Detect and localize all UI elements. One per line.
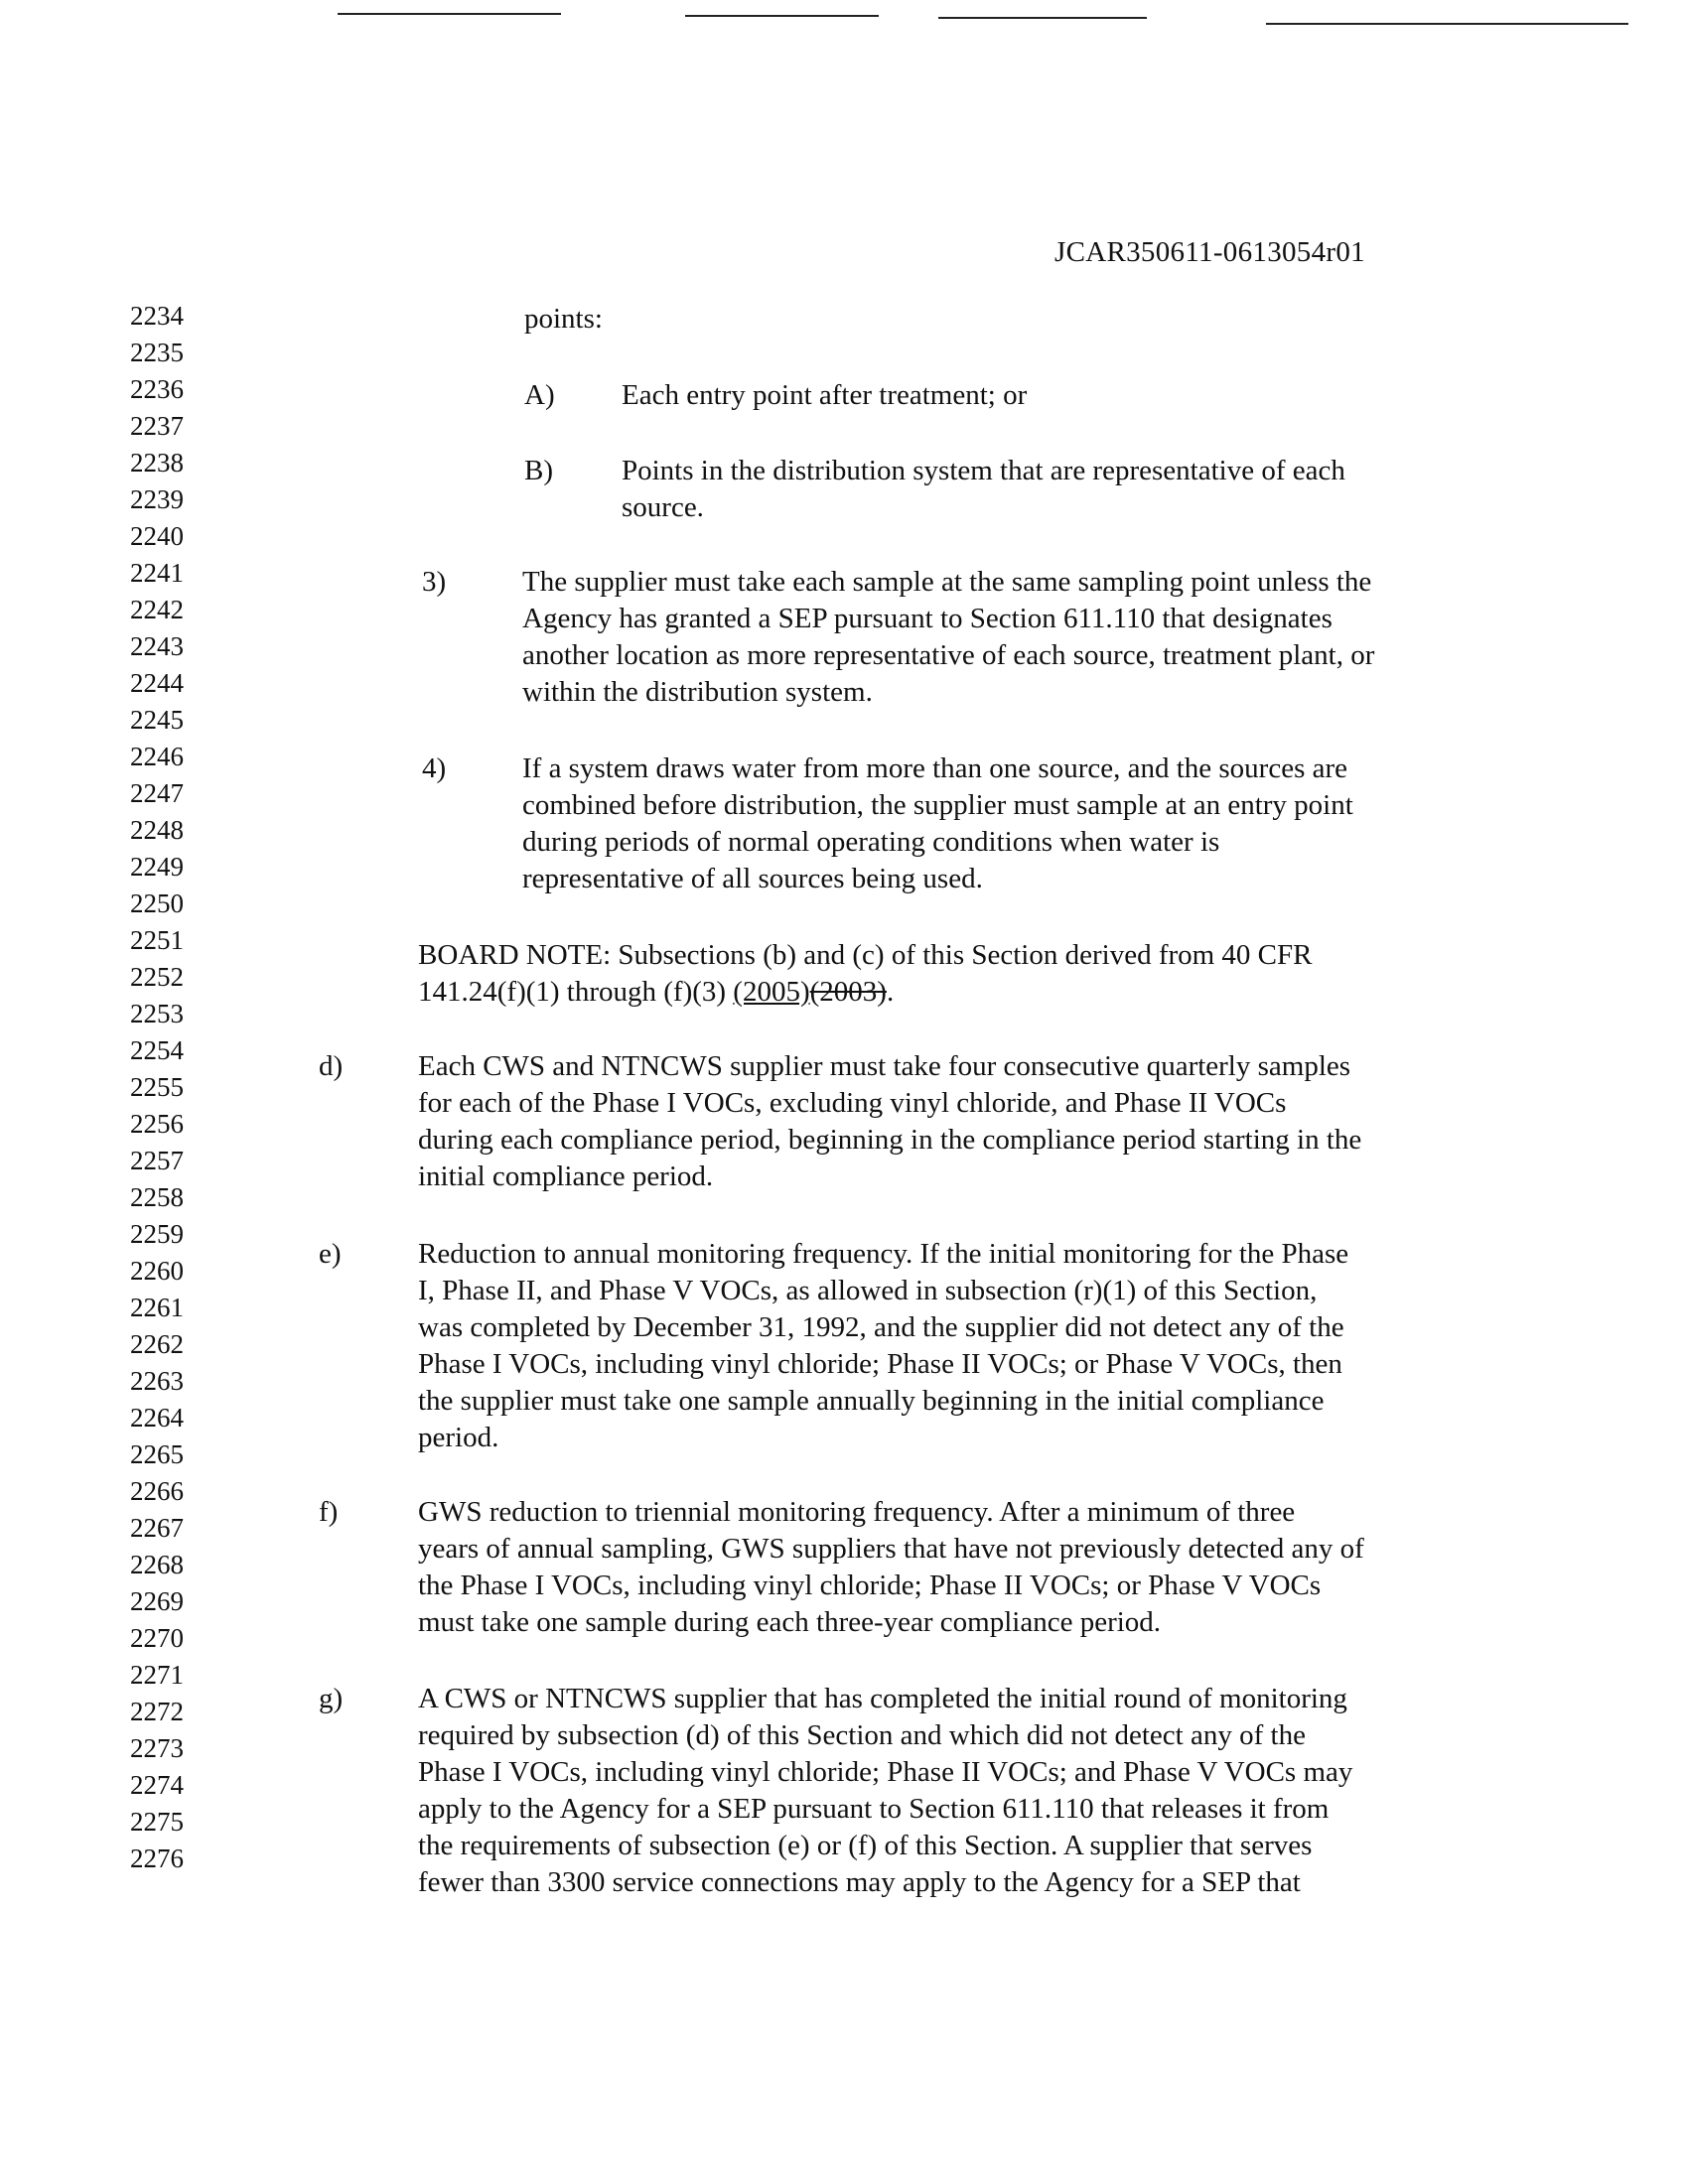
scan-line xyxy=(338,13,561,15)
line-number: 2260 xyxy=(130,1256,184,1286)
line-number: 2239 xyxy=(130,484,184,514)
document-id: JCAR350611-0613054r01 xyxy=(1054,236,1365,268)
body-text-line: Each entry point after treatment; or xyxy=(622,379,1028,411)
scan-line xyxy=(938,17,1147,19)
line-number: 2235 xyxy=(130,338,184,367)
body-text-line: the supplier must take one sample annually beginning in the initial compliance xyxy=(418,1385,1325,1417)
line-number: 2274 xyxy=(130,1770,184,1800)
line-number: 2272 xyxy=(130,1697,184,1726)
line-number: 2258 xyxy=(130,1182,184,1212)
citation-text: 141.24(f)(1) through (f)(3) xyxy=(418,976,734,1008)
body-text-line: If a system draws water from more than one source, and the sources are xyxy=(522,752,1348,784)
line-number: 2250 xyxy=(130,888,184,918)
body-text-line: years of annual sampling, GWS suppliers that have not previously detected any of xyxy=(418,1533,1364,1565)
line-number: 2234 xyxy=(130,301,184,331)
line-number: 2253 xyxy=(130,999,184,1028)
line-number: 2266 xyxy=(130,1476,184,1506)
body-text-line: points: xyxy=(524,303,603,335)
subsection-label: d) xyxy=(319,1050,344,1082)
line-number: 2245 xyxy=(130,705,184,735)
scan-line xyxy=(1266,23,1628,25)
line-number: 2236 xyxy=(130,374,184,404)
line-number: 2240 xyxy=(130,521,184,551)
line-number: 2267 xyxy=(130,1513,184,1543)
body-text-line: The supplier must take each sample at the same sampling point unless the xyxy=(522,566,1372,598)
line-number: 2268 xyxy=(130,1550,184,1579)
line-number: 2257 xyxy=(130,1146,184,1175)
line-number: 2243 xyxy=(130,631,184,661)
deleted-year: (2003) xyxy=(809,976,887,1008)
line-number: 2249 xyxy=(130,852,184,882)
line-number: 2261 xyxy=(130,1293,184,1322)
subsection-label: 4) xyxy=(422,752,447,784)
subsection-label: e) xyxy=(319,1238,342,1270)
board-note-line: BOARD NOTE: Subsections (b) and (c) of this Section derived from 40 CFR xyxy=(418,939,1313,971)
line-number: 2241 xyxy=(130,558,184,588)
board-note-line xyxy=(418,974,894,1011)
body-text-line: GWS reduction to triennial monitoring frequency. After a minimum of three xyxy=(418,1496,1296,1528)
body-text-line: representative of all sources being used. xyxy=(522,863,983,894)
line-number: 2265 xyxy=(130,1439,184,1469)
line-number: 2255 xyxy=(130,1072,184,1102)
line-number: 2247 xyxy=(130,778,184,808)
body-text-line: Phase I VOCs, including vinyl chloride; Phase II VOCs; or Phase V VOCs, then xyxy=(418,1348,1342,1380)
scan-line xyxy=(685,15,879,17)
body-text-line: source. xyxy=(622,491,704,523)
line-number: 2270 xyxy=(130,1623,184,1653)
body-text-line: I, Phase II, and Phase V VOCs, as allowed in subsection (r)(1) of this Section, xyxy=(418,1275,1318,1306)
line-number: 2263 xyxy=(130,1366,184,1396)
body-text-line: combined before distribution, the supplier must sample at an entry point xyxy=(522,789,1353,821)
body-text-line: Points in the distribution system that are representative of each xyxy=(622,455,1345,486)
line-number: 2238 xyxy=(130,448,184,478)
line-number: 2269 xyxy=(130,1586,184,1616)
line-number: 2273 xyxy=(130,1733,184,1763)
line-number: 2271 xyxy=(130,1660,184,1690)
line-number: 2244 xyxy=(130,668,184,698)
body-text-line: Reduction to annual monitoring frequency. If the initial monitoring for the Phase xyxy=(418,1238,1349,1270)
subsection-label: f) xyxy=(319,1496,339,1528)
line-number: 2251 xyxy=(130,925,184,955)
line-number: 2275 xyxy=(130,1807,184,1837)
body-text-line: Agency has granted a SEP pursuant to Section 611.110 that designates xyxy=(522,603,1333,634)
body-text-line: during periods of normal operating conditions when water is xyxy=(522,826,1220,858)
line-number: 2259 xyxy=(130,1219,184,1249)
period: . xyxy=(886,976,895,1008)
line-number: 2252 xyxy=(130,962,184,992)
body-text-line: must take one sample during each three-year compliance period. xyxy=(418,1606,1162,1638)
line-number: 2256 xyxy=(130,1109,184,1139)
body-text-line: initial compliance period. xyxy=(418,1160,714,1192)
body-text-line: the Phase I VOCs, including vinyl chloride; Phase II VOCs; or Phase V VOCs xyxy=(418,1570,1322,1601)
body-text-line: within the distribution system. xyxy=(522,676,873,708)
subsection-label: B) xyxy=(524,455,553,486)
body-text-line: period. xyxy=(418,1422,499,1453)
body-text-line: fewer than 3300 service connections may apply to the Agency for a SEP that xyxy=(418,1866,1301,1898)
body-text-line: Phase I VOCs, including vinyl chloride; Phase II VOCs; and Phase V VOCs may xyxy=(418,1756,1353,1788)
subsection-label: g) xyxy=(319,1683,344,1714)
body-text-line: for each of the Phase I VOCs, excluding vinyl chloride, and Phase II VOCs xyxy=(418,1087,1287,1119)
line-number: 2246 xyxy=(130,742,184,771)
body-text-line: required by subsection (d) of this Section and which did not detect any of the xyxy=(418,1719,1306,1751)
line-number: 2262 xyxy=(130,1329,184,1359)
body-text-line: was completed by December 31, 1992, and the supplier did not detect any of the xyxy=(418,1311,1344,1343)
subsection-label: A) xyxy=(524,379,555,411)
body-text-line: A CWS or NTNCWS supplier that has completed the initial round of monitoring xyxy=(418,1683,1347,1714)
line-number: 2248 xyxy=(130,815,184,845)
subsection-label: 3) xyxy=(422,566,447,598)
inserted-year: (2005) xyxy=(733,976,810,1008)
line-number: 2264 xyxy=(130,1403,184,1433)
line-number: 2276 xyxy=(130,1843,184,1873)
body-text-line: apply to the Agency for a SEP pursuant to Section 611.110 that releases it from xyxy=(418,1793,1330,1825)
body-text-line: the requirements of subsection (e) or (f) of this Section. A supplier that serves xyxy=(418,1830,1313,1861)
line-number: 2237 xyxy=(130,411,184,441)
line-number: 2254 xyxy=(130,1035,184,1065)
body-text-line: another location as more representative of each source, treatment plant, or xyxy=(522,639,1375,671)
body-text-line: Each CWS and NTNCWS supplier must take four consecutive quarterly samples xyxy=(418,1050,1351,1082)
line-number: 2242 xyxy=(130,595,184,624)
body-text-line: during each compliance period, beginning in the compliance period starting in the xyxy=(418,1124,1362,1156)
